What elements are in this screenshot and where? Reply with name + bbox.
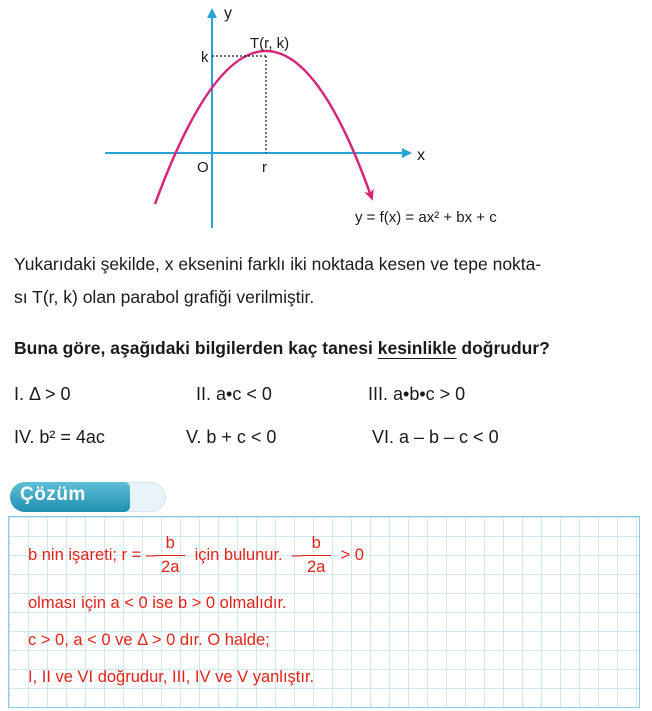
vertex-label: T(r, k) <box>250 35 290 52</box>
solution-line1-end: > 0 <box>340 546 364 564</box>
x-axis-label: x <box>417 147 425 164</box>
solution-line1-mid: için bulunur. <box>194 546 283 564</box>
solution-line2: olması için a < 0 ise b > 0 olmalıdır. <box>28 594 287 612</box>
problem-text-line2: sı T(r, k) olan parabol grafiği verilmiştir. <box>14 287 315 307</box>
solution-line3: c > 0, a < 0 ve Δ > 0 dır. O halde; <box>28 631 270 649</box>
origin-label: O <box>197 159 209 176</box>
fraction-numerator: b <box>155 534 185 556</box>
fraction-denominator-second: 2a <box>306 558 326 576</box>
function-label: y = f(x) = ax² + bx + c <box>355 209 497 226</box>
fraction-denominator: 2a <box>161 558 180 576</box>
solution-title: Çözüm <box>20 484 86 505</box>
solution-line1-start: b nin işareti; r = – <box>28 546 156 564</box>
parabola-figure <box>0 0 652 235</box>
parabola-curve <box>155 51 371 204</box>
r-label: r <box>262 159 267 176</box>
statement-3: III. a•b•c > 0 <box>368 384 466 404</box>
question-emphasis: kesinlikle <box>377 338 457 358</box>
statement-5: V. b + c < 0 <box>186 427 277 447</box>
question-prefix: Buna göre, aşağıdaki bilgilerden kaç tanesi <box>14 338 378 358</box>
question <box>14 338 550 359</box>
fraction-b-over-2a <box>155 534 185 577</box>
statement-4: IV. b² = 4ac <box>14 427 105 447</box>
solution-line1 <box>28 534 364 577</box>
solution-line4: I, II ve VI doğrudur, III, IV ve V yanlıştır. <box>28 668 315 686</box>
fraction-b-over-2a-second <box>301 534 331 577</box>
y-axis-label: y <box>224 5 232 22</box>
k-label: k <box>201 49 209 66</box>
fraction-numerator-second: b <box>301 534 331 556</box>
statement-2: II. a•c < 0 <box>196 384 272 404</box>
statement-1: I. Δ > 0 <box>14 384 71 404</box>
solution-line1-minus: – <box>291 546 301 564</box>
statement-6: VI. a – b – c < 0 <box>372 427 499 447</box>
problem-text-line1: Yukarıdaki şekilde, x eksenini farklı iki noktada kesen ve tepe nokta- <box>14 254 542 274</box>
question-suffix: doğrudur? <box>456 338 550 358</box>
